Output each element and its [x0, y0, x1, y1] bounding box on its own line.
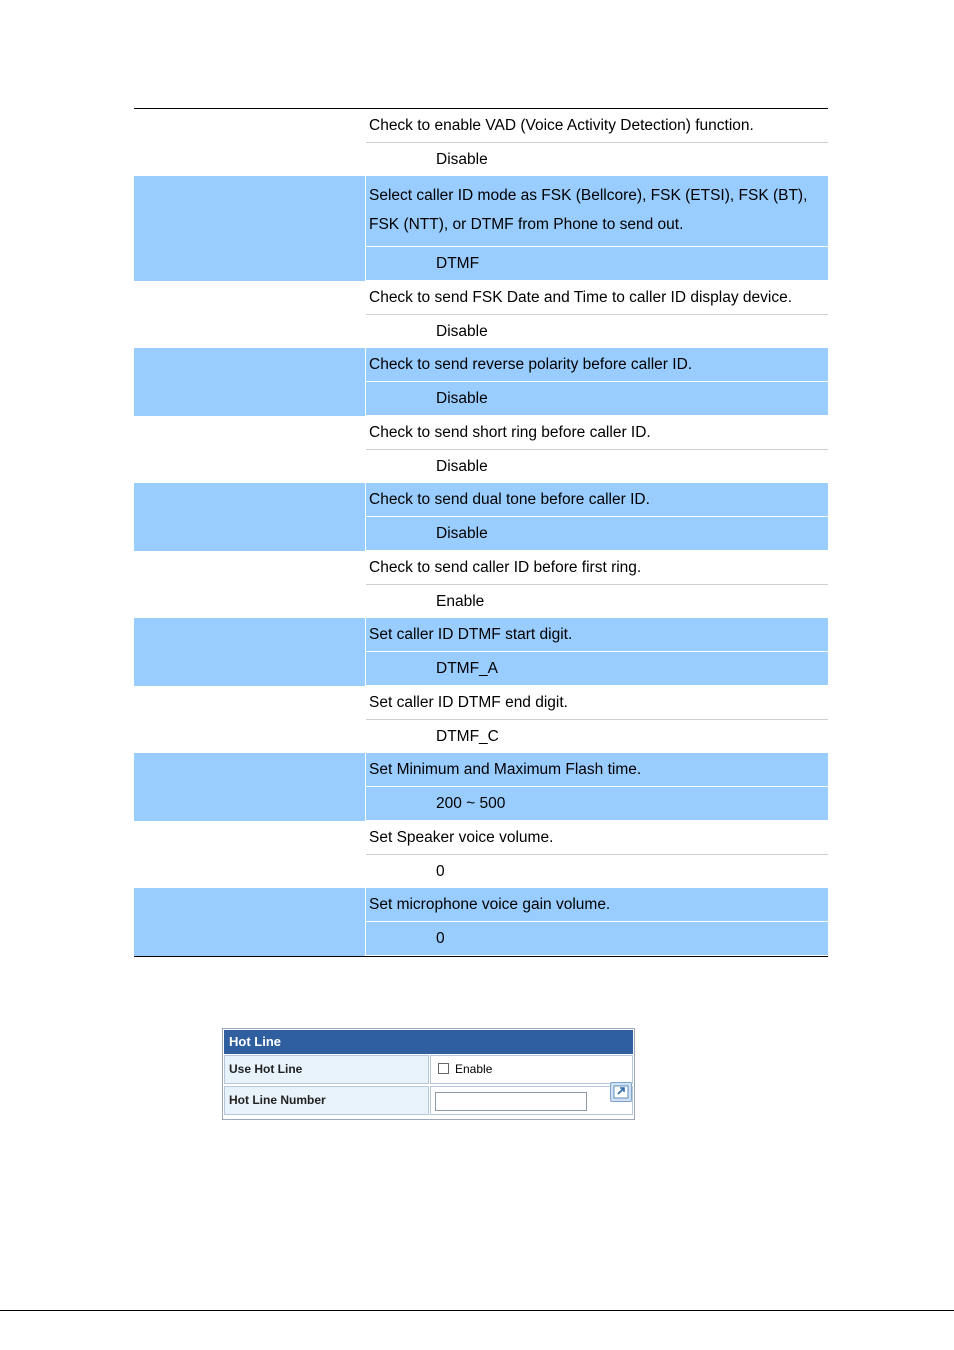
- row-label-cell: [134, 281, 366, 348]
- hotline-number-row: [224, 1086, 633, 1115]
- settings-row: [134, 176, 828, 281]
- hotline-number-label: Hot Line Number: [224, 1086, 429, 1115]
- setting-description: Select caller ID mode as FSK (Bellcore), FSK (ETSI), FSK (BT), FSK (NTT), or DTMF from Phone to send out.: [366, 176, 828, 247]
- settings-row: [134, 416, 828, 483]
- row-label-cell: [134, 348, 366, 416]
- settings-row: [134, 618, 828, 686]
- row-content-cell: [366, 551, 828, 618]
- setting-default: DTMF_C: [436, 728, 499, 745]
- setting-description: Set caller ID DTMF start digit.: [366, 618, 828, 652]
- hotline-number-value-cell: [430, 1086, 633, 1115]
- row-label-cell: [134, 888, 366, 956]
- setting-description: Check to send reverse polarity before caller ID.: [366, 348, 828, 382]
- row-label-cell: [134, 551, 366, 618]
- use-hotline-value-cell: [430, 1055, 633, 1084]
- expand-icon[interactable]: [610, 1082, 632, 1102]
- enable-hotline-checkbox[interactable]: [438, 1063, 449, 1074]
- settings-row: [134, 821, 828, 888]
- row-label-cell: [134, 416, 366, 483]
- setting-description: Set Speaker voice volume.: [366, 821, 828, 855]
- setting-default: 0: [436, 863, 445, 880]
- row-content-cell: [366, 176, 828, 281]
- setting-description: Check to send FSK Date and Time to caller ID display device.: [366, 281, 828, 315]
- settings-row: [134, 686, 828, 753]
- row-content-cell: [366, 618, 828, 686]
- row-label-cell: [134, 753, 366, 821]
- setting-default: Disable: [436, 151, 488, 168]
- setting-default: Disable: [366, 382, 828, 416]
- hotline-panel-title: Hot Line: [224, 1030, 633, 1054]
- hotline-panel: [222, 1028, 635, 1120]
- settings-row: [134, 281, 828, 348]
- row-label-cell: [134, 109, 366, 176]
- settings-row: [134, 888, 828, 956]
- row-content-cell: [366, 348, 828, 416]
- hotline-number-input[interactable]: [435, 1092, 587, 1111]
- setting-description: Check to send caller ID before first ring.: [366, 551, 828, 585]
- row-content-cell: [366, 416, 828, 483]
- row-label-cell: [134, 686, 366, 753]
- setting-default: Disable: [436, 323, 488, 340]
- row-content-cell: [366, 888, 828, 956]
- setting-default: DTMF_A: [366, 652, 828, 686]
- enable-hotline-label[interactable]: Enable: [455, 1062, 493, 1076]
- settings-table: [134, 108, 828, 957]
- setting-default: Disable: [366, 517, 828, 551]
- setting-description: Set microphone voice gain volume.: [366, 888, 828, 922]
- settings-row: [134, 109, 828, 176]
- settings-row: [134, 551, 828, 618]
- setting-default: 0: [366, 922, 828, 956]
- setting-description: Check to enable VAD (Voice Activity Detection) function.: [366, 109, 828, 143]
- setting-description: Check to send dual tone before caller ID.: [366, 483, 828, 517]
- row-label-cell: [134, 821, 366, 888]
- use-hotline-row: [224, 1055, 633, 1084]
- setting-description: Set Minimum and Maximum Flash time.: [366, 753, 828, 787]
- row-content-cell: [366, 686, 828, 753]
- setting-default: Disable: [436, 458, 488, 475]
- row-content-cell: [366, 109, 828, 176]
- row-content-cell: [366, 821, 828, 888]
- footer-rule: [0, 1310, 954, 1311]
- row-label-cell: [134, 618, 366, 686]
- row-content-cell: [366, 483, 828, 551]
- use-hotline-label: Use Hot Line: [224, 1055, 429, 1084]
- row-content-cell: [366, 281, 828, 348]
- setting-default: DTMF: [366, 247, 828, 281]
- row-label-cell: [134, 483, 366, 551]
- setting-description: Set caller ID DTMF end digit.: [366, 686, 828, 720]
- settings-row: [134, 483, 828, 551]
- settings-row: [134, 753, 828, 821]
- setting-default: Enable: [436, 593, 485, 610]
- row-content-cell: [366, 753, 828, 821]
- setting-default: 200 ~ 500: [366, 787, 828, 821]
- settings-row: [134, 348, 828, 416]
- setting-description: Check to send short ring before caller ID.: [366, 416, 828, 450]
- row-label-cell: [134, 176, 366, 281]
